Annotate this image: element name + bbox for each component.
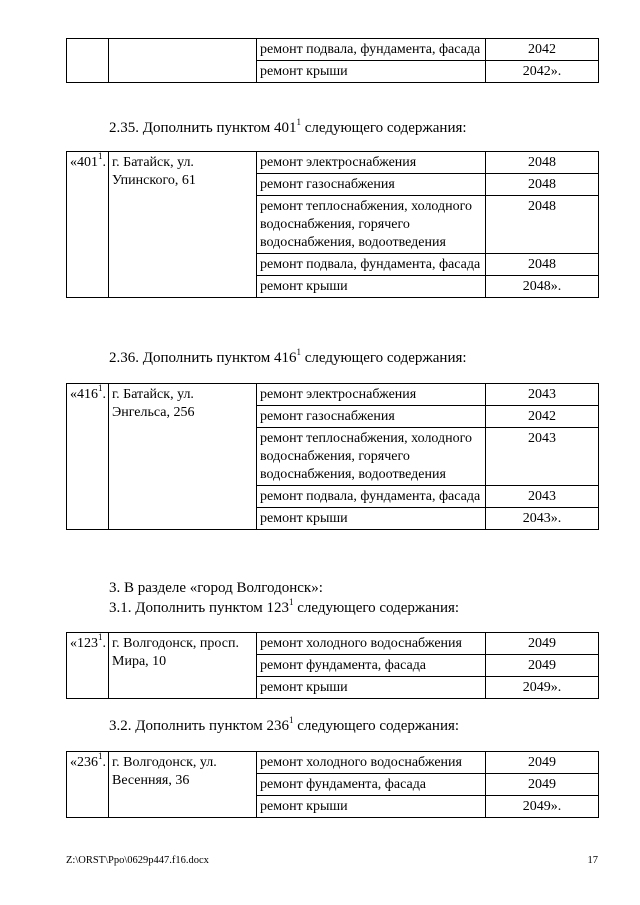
year-cell: 2048 [486,254,599,276]
number-cell: «$401^1$. [67,152,109,298]
paragraph-3-1 [109,598,459,618]
paragraph-2-35 [109,118,467,138]
table-item-123 [66,632,599,699]
paragraph-text: 2.36. Дополнить пунктом 416 [109,350,297,366]
work-cell: ремонт подвала, фундамента, фасада [257,254,486,276]
paragraph-3-2 [109,716,459,736]
paragraph-text: следующего содержания: [300,120,467,136]
year-cell: 2043». [486,508,599,530]
table-row [67,39,599,61]
superscript: 1 [296,117,301,127]
year-cell: 2042 [486,39,599,61]
superscript: 1 [288,715,294,725]
address-cell: г. Батайск, ул. Упинского, 61 [109,152,257,298]
year-cell: 2049 [486,774,599,796]
address-cell: г. Батайск, ул. Энгельса, 256 [109,384,257,530]
work-cell: ремонт крыши [257,61,486,83]
table-item-401 [66,151,599,298]
paragraph-3 [109,578,323,598]
year-cell: 2043 [486,486,599,508]
work-cell: ремонт теплоснабжения, холодного водоснабжения, горячего водоснабжения, водоотведения [257,428,486,486]
paragraph-text: 3.2. Дополнить пунктом 236 [109,718,289,734]
year-cell: 2049». [486,796,599,818]
footer-file-path: Z:\ORST\Ppo\0629p447.f16.docx [66,855,209,866]
year-cell: 2049 [486,633,599,655]
table-row [67,633,599,655]
paragraph-2-36 [109,348,467,368]
paragraph-text: следующего содержания: [293,600,460,616]
table-row [67,152,599,174]
work-cell: ремонт газоснабжения [257,406,486,428]
paragraph-text: следующего содержания: [300,350,467,366]
work-cell: ремонт крыши [257,677,486,699]
year-cell: 2048». [486,276,599,298]
work-cell: ремонт крыши [257,796,486,818]
paragraph-text: 3. В разделе «город Волгодонск»: [109,580,323,596]
footer-page-number: 17 [587,855,598,866]
work-cell: ремонт электроснабжения [257,384,486,406]
table-item-416 [66,383,599,530]
work-cell: ремонт холодного водоснабжения [257,752,486,774]
superscript: 1 [288,597,294,607]
year-cell: 2043 [486,384,599,406]
year-cell: 2042». [486,61,599,83]
superscript: 1 [296,347,301,357]
work-cell: ремонт газоснабжения [257,174,486,196]
year-cell: 2043 [486,428,599,486]
work-cell: ремонт электроснабжения [257,152,486,174]
address-cell [109,39,257,83]
work-cell: ремонт фундамента, фасада [257,655,486,677]
work-cell: ремонт фундамента, фасада [257,774,486,796]
address-cell: г. Волгодонск, ул. Весенняя, 36 [109,752,257,818]
table-row [67,752,599,774]
paragraph-text: 3.1. Дополнить пунктом 123 [109,600,289,616]
year-cell: 2048 [486,196,599,254]
work-cell: ремонт крыши [257,508,486,530]
work-cell: ремонт подвала, фундамента, фасада [257,486,486,508]
paragraph-text: 2.35. Дополнить пунктом 401 [109,120,297,136]
table-row [67,384,599,406]
number-cell: «$123^1$. [67,633,109,699]
work-cell: ремонт крыши [257,276,486,298]
year-cell: 2049 [486,655,599,677]
number-cell: «$236^1$. [67,752,109,818]
work-cell: ремонт подвала, фундамента, фасада [257,39,486,61]
continuation-table [66,38,599,83]
number-cell: «$416^1$. [67,384,109,530]
address-cell: г. Волгодонск, просп. Мира, 10 [109,633,257,699]
work-cell: ремонт холодного водоснабжения [257,633,486,655]
paragraph-text: следующего содержания: [293,718,460,734]
number-cell [67,39,109,83]
year-cell: 2049». [486,677,599,699]
year-cell: 2049 [486,752,599,774]
year-cell: 2048 [486,152,599,174]
year-cell: 2042 [486,406,599,428]
year-cell: 2048 [486,174,599,196]
work-cell: ремонт теплоснабжения, холодного водоснабжения, горячего водоснабжения, водоотведения [257,196,486,254]
table-item-236 [66,751,599,818]
